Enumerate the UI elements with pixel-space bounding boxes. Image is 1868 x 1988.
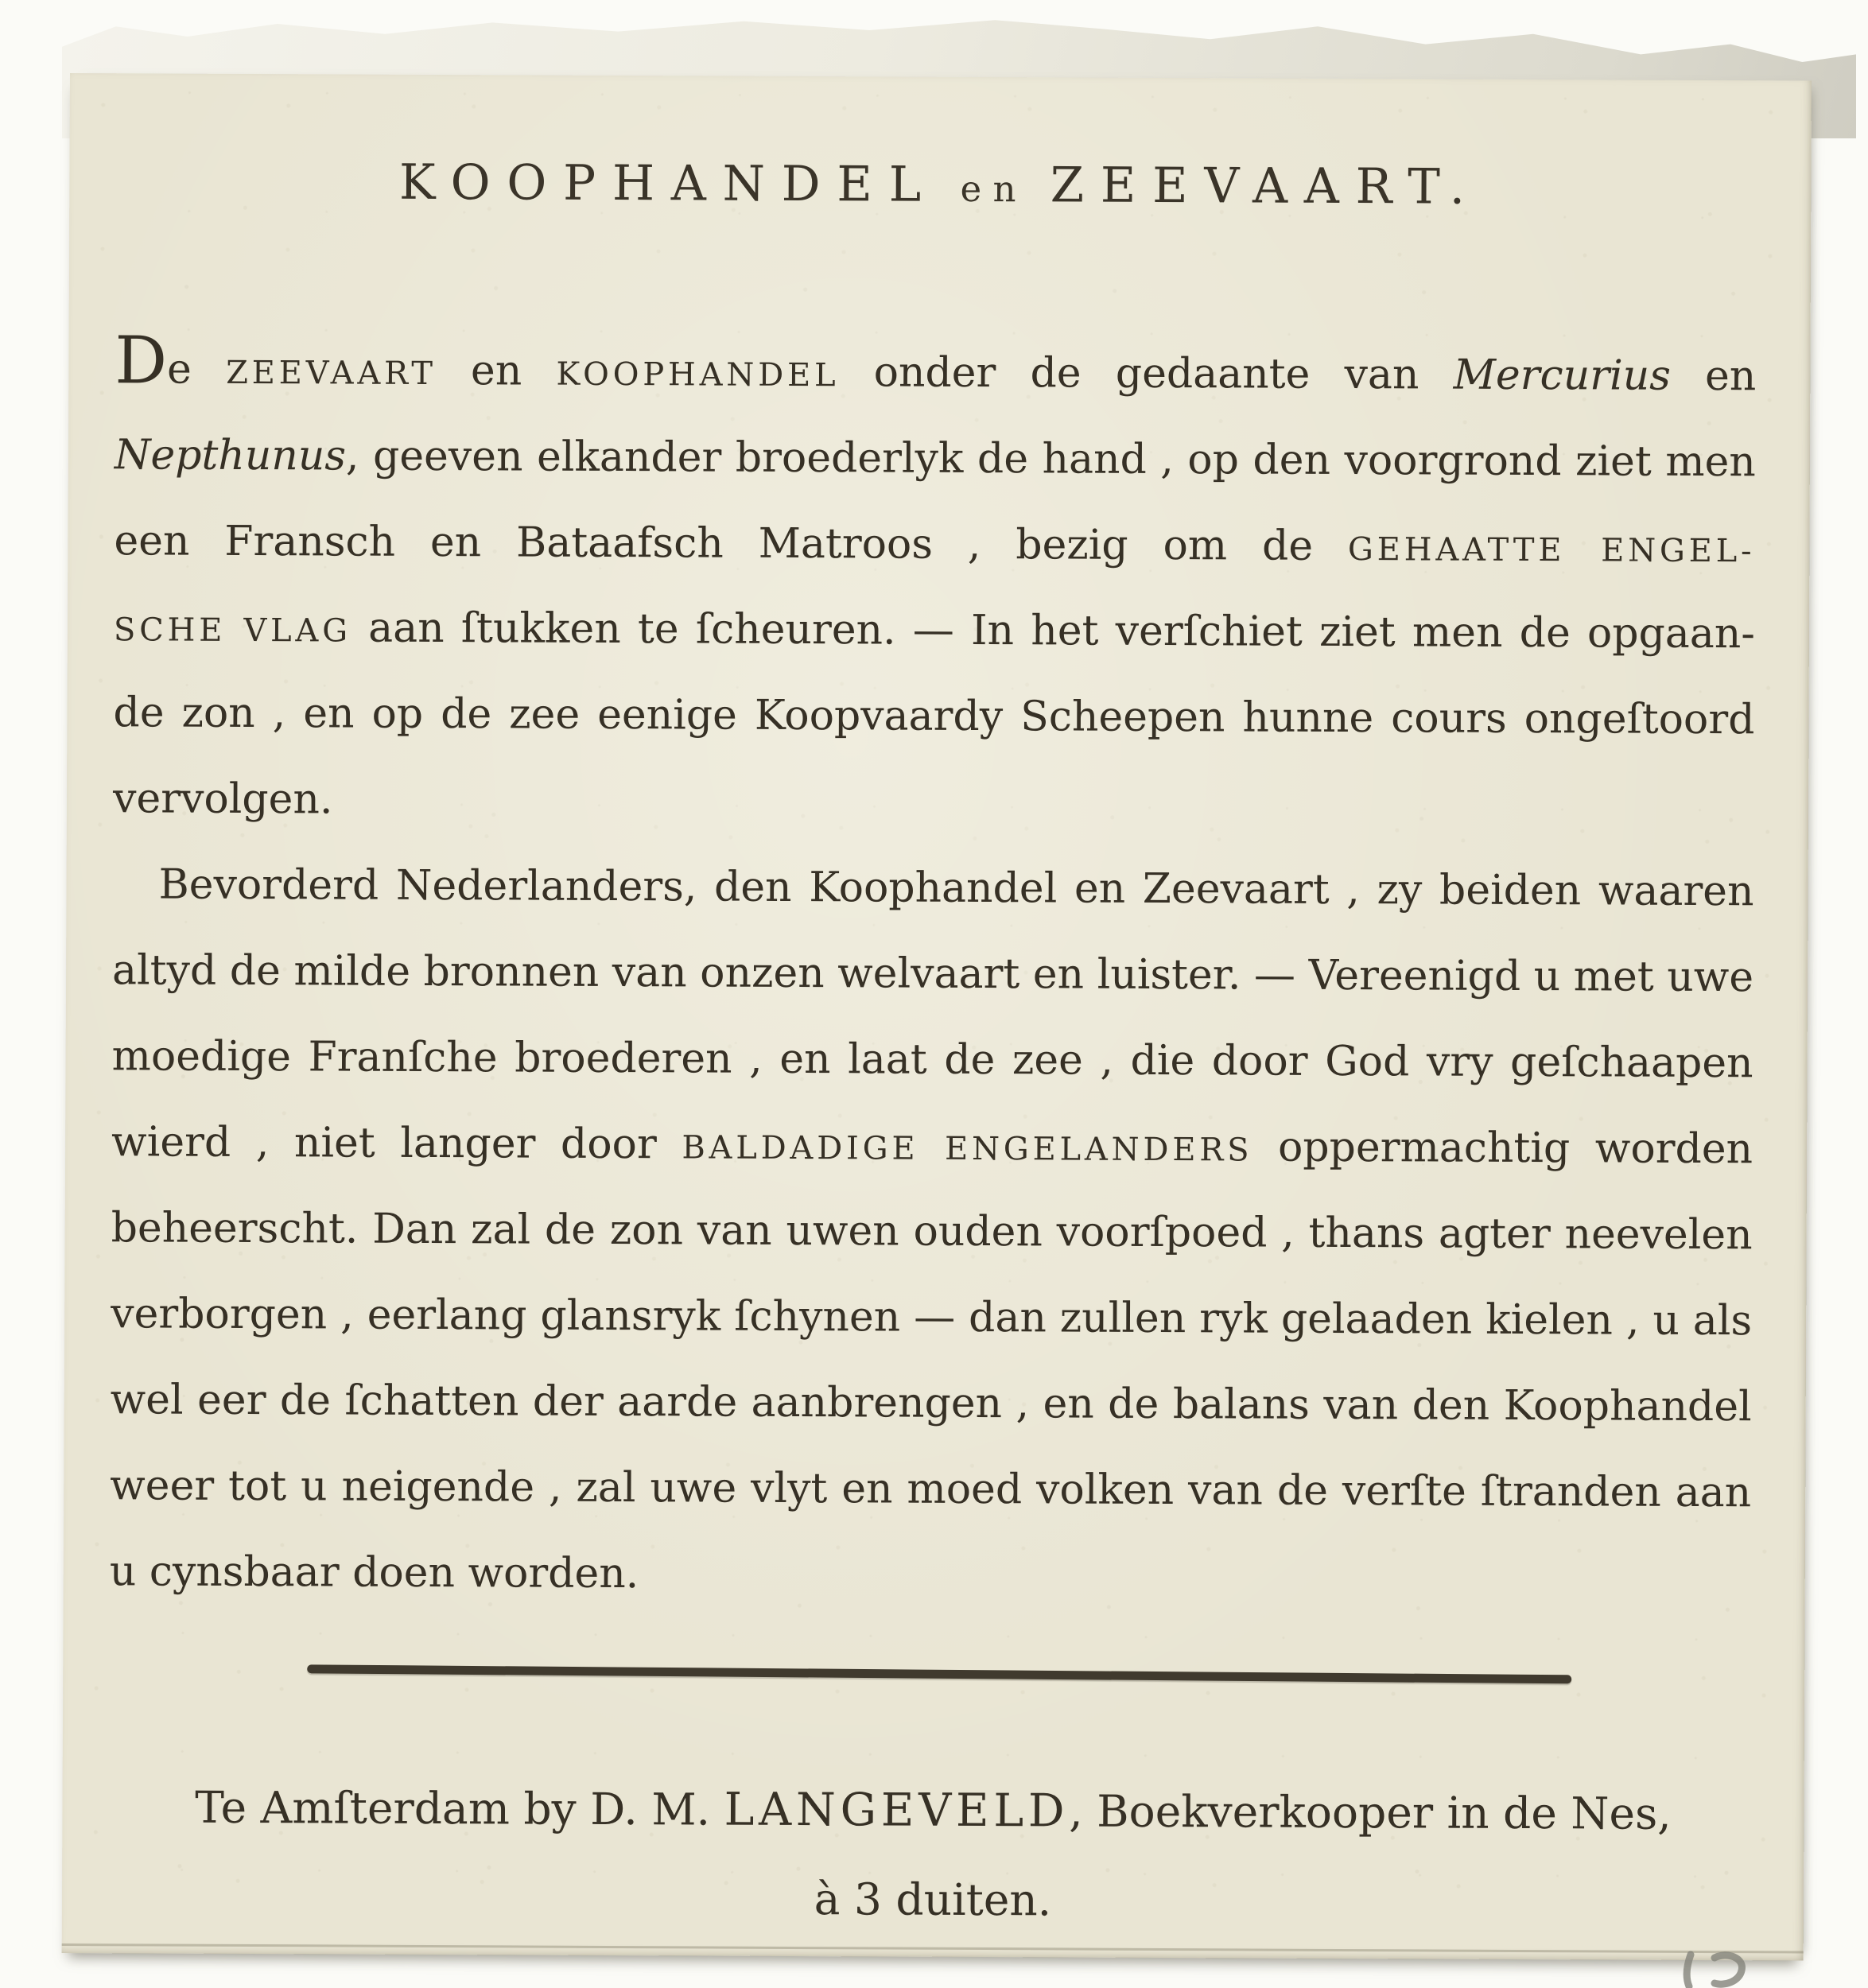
text-segment: moedige Franſche broederen , en laat de zee , die door God vry geſchaapen	[111, 1032, 1753, 1088]
text-line	[115, 323, 1757, 419]
text-line	[115, 412, 1756, 505]
text-segment: oppermachtig worden	[1252, 1123, 1753, 1174]
small-caps-text: BALDADIGE ENGELANDERS	[682, 1129, 1253, 1169]
text-segment: , geeven elkander broederlyk de hand , op den voorgrond ziet men	[345, 432, 1757, 487]
text-segment: en	[436, 347, 557, 395]
text-segment: de zon , en op de zee eenige Koopvaardy Scheepen hunne cours ongeſtoord	[113, 689, 1755, 744]
text-segment: KOOPHANDEL	[398, 153, 938, 213]
divider-rule	[307, 1664, 1571, 1683]
drop-cap: D	[115, 323, 168, 399]
text-segment: u cynsbaar doen worden.	[109, 1547, 639, 1598]
text-segment: vervolgen.	[112, 775, 333, 824]
text-segment: aan ſtukken te ſcheuren. — In het verſchiet ziet men de opgaan-	[351, 604, 1756, 658]
text-line	[110, 1528, 1751, 1621]
text-line	[110, 1357, 1751, 1450]
text-line	[112, 927, 1753, 1020]
italic-text: Mercurius	[1453, 351, 1671, 400]
text-segment: altyd de milde bronnen van onzen welvaart en luister. — Vereenigd u met uwe	[111, 946, 1754, 1002]
text-segment: wierd , niet langer door	[111, 1118, 682, 1169]
small-caps-text: ZEEVAART	[226, 354, 437, 393]
text-line	[114, 584, 1755, 677]
text-segment: Bevorderd Nederlanders, den Koophandel en Zeevaart , zy beiden waaren	[158, 860, 1754, 916]
text-line	[62, 1851, 1804, 1948]
small-caps-text: GEHAATTE ENGEL-	[1347, 531, 1756, 570]
body-text	[109, 323, 1757, 1621]
text-segment: à 3 duiten.	[814, 1873, 1052, 1926]
paragraph-2	[110, 841, 1754, 1621]
text-segment: LANGEVELD	[724, 1783, 1070, 1838]
text-segment: onder de gedaante van	[839, 348, 1454, 399]
text-segment: ZEEVAART.	[1050, 157, 1482, 215]
text-line	[111, 1099, 1753, 1192]
text-line	[111, 1013, 1753, 1106]
text-line	[111, 1185, 1752, 1278]
text-line	[62, 1762, 1804, 1859]
pencil-mark	[1676, 1950, 1772, 1988]
pamphlet-title	[69, 153, 1811, 247]
text-segment: e	[166, 345, 227, 394]
paragraph-1	[112, 323, 1757, 848]
text-line	[111, 1271, 1752, 1364]
small-caps-text: SCHE VLAG	[113, 612, 352, 650]
text-segment: en	[1670, 351, 1757, 401]
text-segment: weer tot u neigende , zal uwe vlyt en moed volken van de verſte ſtranden aan	[110, 1462, 1752, 1517]
text-line	[113, 670, 1754, 763]
text-segment: verborgen , eerlang glansryk ſchynen — dan zullen ryk gelaaden kielen , u als	[111, 1290, 1753, 1345]
pamphlet-paper	[62, 73, 1812, 1961]
imprint	[62, 1762, 1804, 1948]
text-line	[112, 841, 1753, 934]
text-segment: beheerscht. Dan zal de zon van uwen ouden voorſpoed , thans agter neevelen	[111, 1204, 1753, 1260]
text-segment: Te Amſterdam by D. M.	[195, 1781, 724, 1835]
italic-text: Nepthunus	[114, 431, 347, 480]
text-segment: en	[937, 167, 1051, 211]
small-caps-text: KOOPHANDEL	[556, 355, 840, 394]
text-line	[113, 755, 1754, 848]
text-segment: , Boekverkooper in de Nes,	[1069, 1785, 1672, 1839]
text-line	[114, 498, 1755, 591]
text-line	[110, 1442, 1751, 1536]
text-segment: een Fransch en Bataafsch Matroos , bezig om de	[114, 517, 1349, 571]
text-segment: wel eer de ſchatten der aarde aanbrengen , en de balans van den Koophandel	[110, 1376, 1752, 1431]
text-line	[69, 153, 1811, 247]
